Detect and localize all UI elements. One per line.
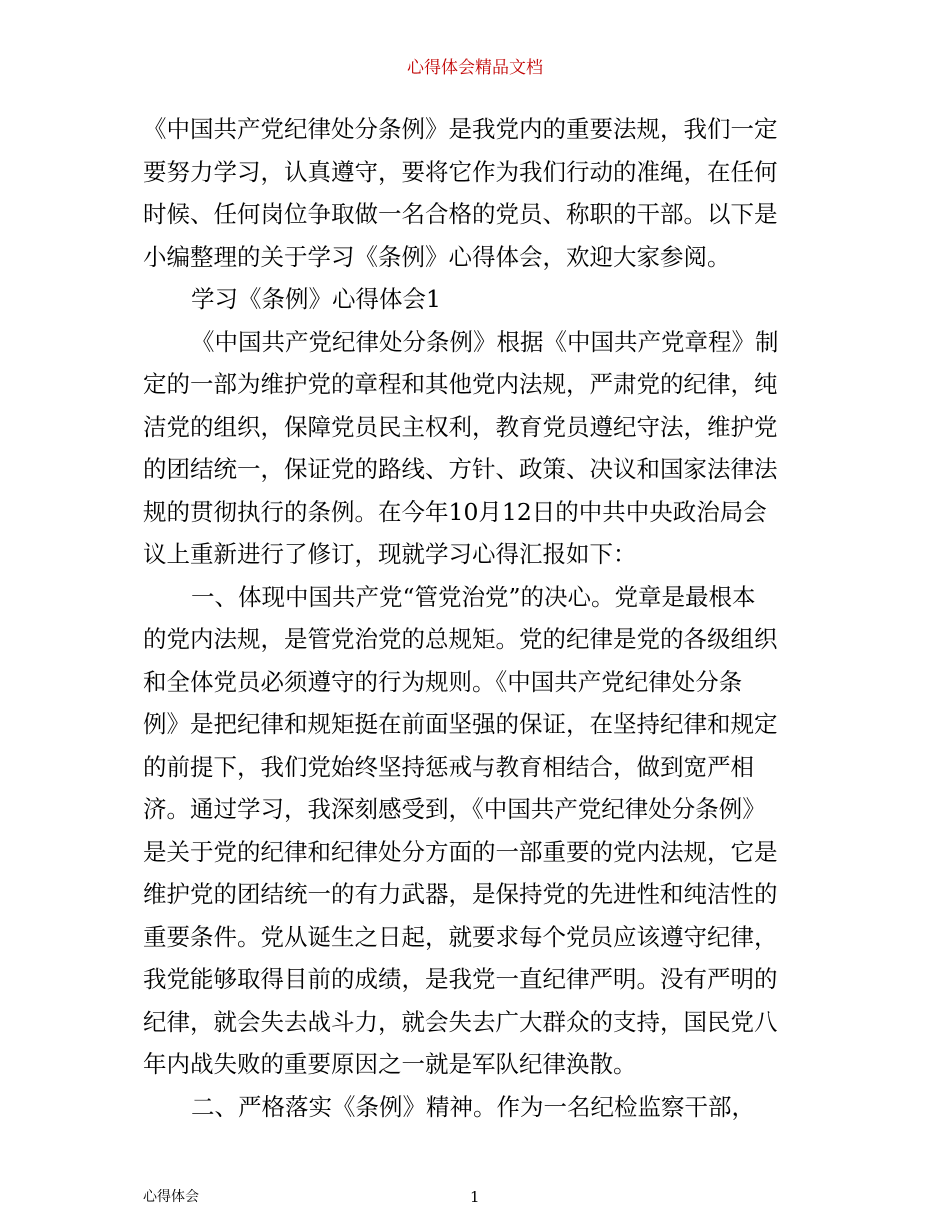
text-line: 的党内法规，是管党治党的总规矩。党的纪律是党的各级组织 (143, 625, 778, 653)
text-line: 一、体现中国共产党“管党治党”的决心。党章是最根本 (191, 582, 756, 611)
text-line: 规的贯彻执行的条例。在今年10月12日的中共中央政治局会 (143, 497, 767, 526)
text-line: 维护党的团结统一的有力武器，是保持党的先进性和纯洁性的 (143, 880, 778, 908)
text-line: 小编整理的关于学习《条例》心得体会，欢迎大家参阅。 (143, 242, 731, 271)
text-line: 定的一部为维护党的章程和其他党内法规，严肃党的纪律，纯 (143, 370, 778, 398)
text-line: 《中国共产党纪律处分条例》是我党内的重要法规，我们一定 (143, 115, 778, 143)
text-line: 要努力学习，认真遵守，要将它作为我们行动的准绳，在任何 (143, 157, 778, 186)
text-line: 重要条件。党从诞生之日起，就要求每个党员应该遵守纪律， (143, 922, 778, 951)
text-line: 议上重新进行了修订，现就学习心得汇报如下： (143, 540, 637, 568)
page-footer (143, 1186, 817, 1208)
document-body (143, 108, 817, 1128)
text-line: 的团结统一，保证党的路线、方针、政策、决议和国家法律法 (143, 455, 778, 483)
section-heading: 学习《条例》心得体会1 (191, 285, 441, 313)
text-line: 时候、任何岗位争取做一名合格的党员、称职的干部。以下是 (143, 200, 778, 228)
page-header-title: 心得体会精品文档 (407, 58, 543, 78)
text-line: 洁党的组织，保障党员民主权利，教育党员遵纪守法，维护党 (143, 412, 778, 441)
text-line: 《中国共产党纪律处分条例》根据《中国共产党章程》制 (191, 327, 779, 356)
text-line: 济。通过学习，我深刻感受到，《中国共产党纪律处分条例》 (143, 795, 766, 823)
text-line: 纪律，就会失去战斗力，就会失去广大群众的支持，国民党八 (143, 1007, 778, 1036)
footer-label: 心得体会 (143, 1189, 199, 1205)
page-number: 1 (470, 1188, 480, 1206)
text-line: 我党能够取得目前的成绩，是我党一直纪律严明。没有严明的 (143, 965, 778, 993)
text-line: 是关于党的纪律和纪律处分方面的一部重要的党内法规，它是 (143, 837, 778, 866)
text-line: 二、严格落实《条例》精神。作为一名纪检监察干部， (191, 1092, 755, 1121)
text-line: 例》是把纪律和规矩挺在前面坚强的保证，在坚持纪律和规定 (143, 710, 778, 738)
text-line: 的前提下，我们党始终坚持惩戒与教育相结合，做到宽严相 (143, 752, 754, 781)
text-line: 和全体党员必须遵守的行为规则。《中国共产党纪律处分条 (143, 667, 743, 696)
text-line: 年内战失败的重要原因之一就是军队纪律涣散。 (143, 1050, 637, 1078)
